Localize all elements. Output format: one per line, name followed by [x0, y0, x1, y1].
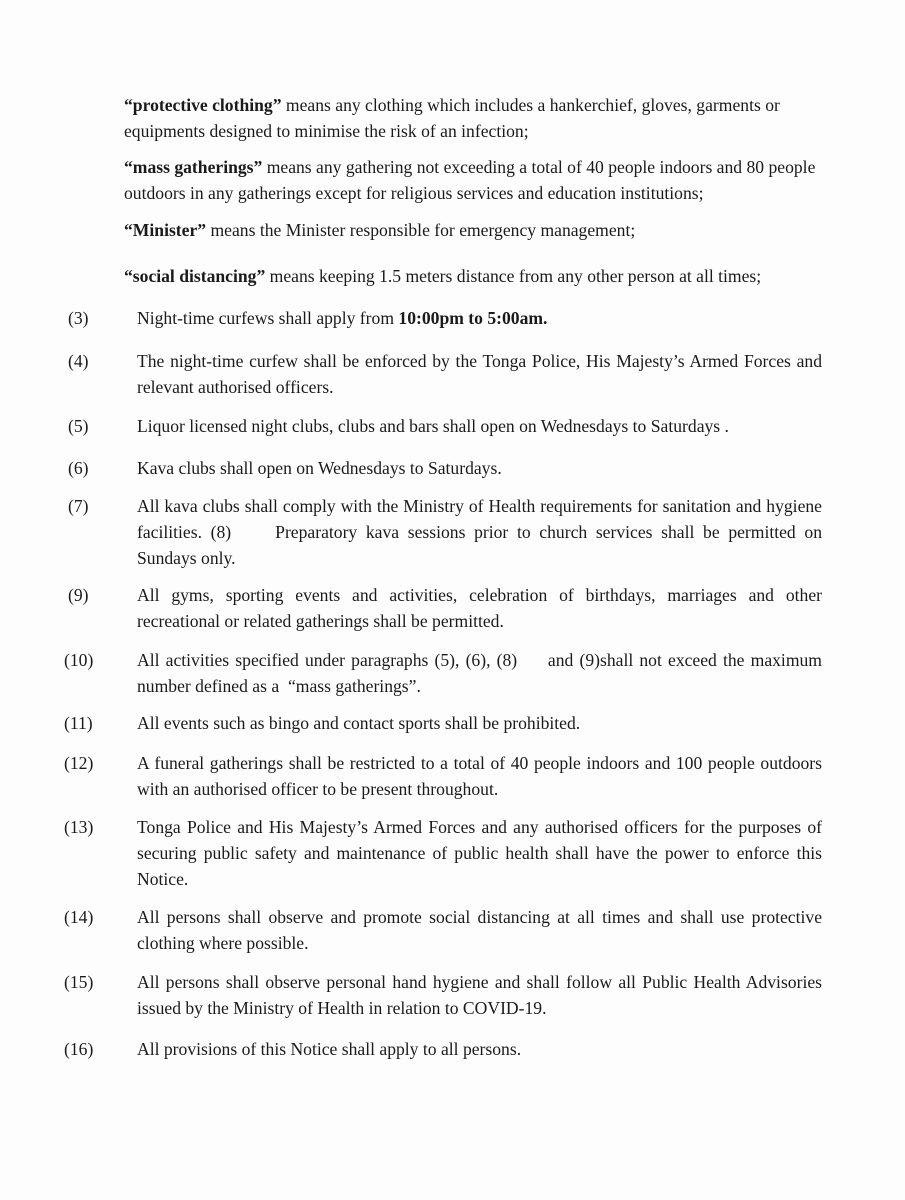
paragraph-text: Kava clubs shall open on Wednesdays to Saturdays. — [137, 458, 502, 478]
paragraph-text: All persons shall observe and promote social distancing at all times and shall use protective clothing where possible. — [137, 907, 822, 953]
paragraph-number: (15) — [64, 972, 94, 992]
paragraph-number: (9) — [68, 585, 89, 605]
definition-term: “protective clothing” — [124, 95, 282, 115]
definition-term: “social distancing” — [124, 266, 266, 286]
paragraph-text — [137, 493, 822, 571]
paragraph-text-main: Night-time curfews shall apply from — [137, 308, 399, 328]
definition-minister — [124, 217, 824, 243]
paragraph-number: (12) — [64, 753, 94, 773]
paragraph-text: All events such as bingo and contact sports shall be prohibited. — [137, 713, 581, 733]
definition-text: means the Minister responsible for emergency management; — [206, 220, 636, 240]
definition-term: “mass gatherings” — [124, 157, 263, 177]
definition-protective-clothing — [124, 92, 824, 144]
paragraph-number: (5) — [68, 416, 89, 436]
paragraph-text: All provisions of this Notice shall apply to all persons. — [137, 1039, 522, 1059]
paragraph-text-part1: All kava clubs shall comply with the Ministry of Health requirements for sanitation and hygiene facilities. (8) — [137, 496, 822, 542]
paragraph-text: Tonga Police and His Majesty’s Armed Forces and any authorised officers for the purposes of securing public safety and maintenance of public health shall have the power to enforce this Notice. — [137, 817, 822, 889]
paragraph-number: (16) — [64, 1039, 94, 1059]
definition-social-distancing — [124, 263, 824, 289]
definition-mass-gatherings — [124, 154, 824, 206]
curfew-hours: 10:00pm to 5:00am. — [398, 308, 548, 328]
paragraph-text-part2: Preparatory kava sessions prior to church services shall be permitted on Sundays only. — [137, 522, 822, 568]
paragraph-text: All activities specified under paragraphs (5), (6), (8) and (9)shall not exceed the maximum number defined as a “mass gatherings”. — [137, 650, 827, 696]
definition-text: means any gathering not exceeding a total of 40 people indoors and 80 people outdoors in any gatherings except for religious services and education institutions; — [124, 157, 816, 203]
paragraph-text: Liquor licensed night clubs, clubs and bars shall open on Wednesdays to Saturdays . — [137, 416, 729, 436]
paragraph-number: (11) — [64, 713, 93, 733]
paragraph-text: All gyms, sporting events and activities, celebration of birthdays, marriages and other recreational or related gatherings shall be permitted. — [137, 585, 822, 631]
paragraph-number: (14) — [64, 907, 94, 927]
paragraph-number: (6) — [68, 458, 89, 478]
paragraph-text: The night-time curfew shall be enforced by the Tonga Police, His Majesty’s Armed Forces and relevant authorised officers. — [137, 351, 822, 397]
paragraph-text — [137, 305, 822, 331]
definition-term: “Minister” — [124, 220, 207, 240]
paragraph-text: A funeral gatherings shall be restricted to a total of 40 people indoors and 100 people outdoors with an authorised officer to be present throughout. — [137, 753, 822, 799]
paragraph-text: All persons shall observe personal hand hygiene and shall follow all Public Health Advisories issued by the Ministry of Health in relation to COVID-19. — [137, 972, 822, 1018]
definition-text: means any clothing which includes a hankerchief, gloves, garments or equipments designed to minimise the risk of an infection; — [124, 95, 780, 141]
paragraph-number: (4) — [68, 351, 89, 371]
paragraph-number: (10) — [64, 650, 94, 670]
definition-text: means keeping 1.5 meters distance from any other person at all times; — [265, 266, 762, 286]
paragraph-number: (13) — [64, 817, 94, 837]
paragraph-number: (3) — [68, 308, 89, 328]
paragraph-number: (7) — [68, 496, 89, 516]
